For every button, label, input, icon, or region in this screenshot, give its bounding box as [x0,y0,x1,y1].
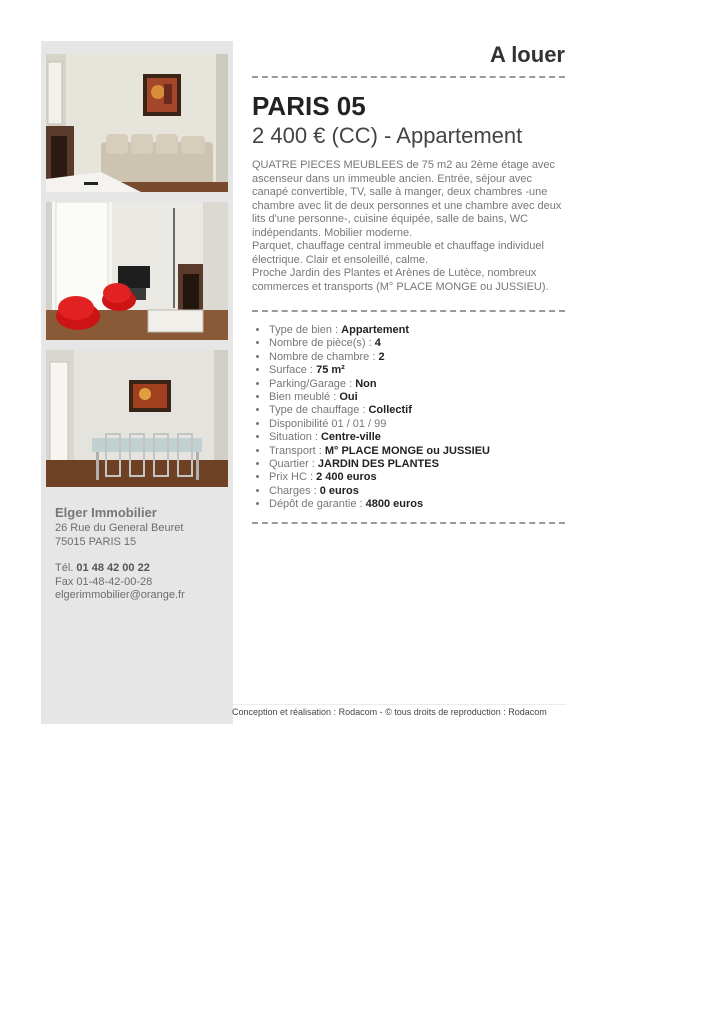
spec-value: M° PLACE MONGE ou JUSSIEU [324,444,490,457]
spec-item [269,351,565,364]
spec-item [269,498,565,511]
spec-label: Nombre de pièce(s) : [269,337,375,350]
spec-label: Bien meublé : [269,391,340,404]
spec-item [269,445,565,458]
agency-email[interactable]: elgerimmobilier@orange.fr [55,589,185,602]
photo-living-room[interactable] [46,54,228,192]
spec-value: 4800 euros [365,498,424,511]
agency-name: Elger Immobilier [55,505,157,520]
spec-value: Non [355,377,377,390]
spec-item [269,337,565,350]
agency-address-line2: 75015 PARIS 15 [55,535,137,548]
spec-value: Oui [339,391,358,404]
spec-label: Quartier : [269,458,318,471]
description-paragraph: QUATRE PIECES MEUBLEES de 75 m2 au 2ème étage avec ascenseur dans un immeuble ancien. Entrée, séjour avec canapé convertible, TV, salle à manger, deux chambres -une chambre avec lit de deux personnes et une chambre avec deux lits d'une personne-, cuisine équipée, salle de bains, WC indépendants. Mobilier moderne. [252,159,562,239]
spec-value: 75 m² [316,364,345,377]
spec-label: Surface : [269,364,317,377]
spec-label: Parking/Garage : [269,377,356,390]
divider [252,522,565,524]
spec-label: Situation : [269,431,321,444]
phone-label: Tél. [55,562,77,575]
spec-item [269,364,565,377]
photo-dining-room[interactable] [46,350,228,487]
spec-item [269,458,565,471]
photo-red-chairs[interactable] [46,202,228,340]
spec-item [269,485,565,498]
spec-label: Type de chauffage : [269,404,369,417]
description-paragraph: Parquet, chauffage central immeuble et chauffage individuel électrique. Clair et ensoleillé, calme. [252,240,544,266]
divider [252,310,565,312]
agency-fax: Fax 01-48-42-00-28 [55,575,153,588]
spec-value: 4 [374,337,381,350]
listing-description [252,159,565,294]
spec-value: 0 euros [319,484,359,497]
spec-item [269,391,565,404]
spec-value: Centre-ville [320,431,381,444]
spec-value: JARDIN DES PLANTES [317,458,439,471]
phone-number[interactable]: 01 48 42 00 22 [76,562,150,575]
spec-label: Nombre de chambre : [269,350,379,363]
living-room-image [46,54,228,192]
spec-label: Dépôt de garantie : [269,498,366,511]
spec-label: Disponibilité 01 / 01 / 99 [269,417,387,430]
agency-address-line1: 26 Rue du General Beuret [55,522,184,535]
listing-city: PARIS 05 [252,91,366,121]
footer-credits: Conception et réalisation : Rodacom - © tous droits de reproduction : Rodacom [232,704,566,717]
divider [252,76,565,78]
listing-specs [252,324,565,512]
listing-price: 2 400 € (CC) - Appartement [252,123,523,148]
agency-contact [55,506,230,602]
dining-room-image [46,350,228,487]
spec-value: 2 400 euros [316,471,377,484]
spec-item [269,418,565,431]
listing-status: A louer [490,42,565,67]
listing-main [252,40,565,524]
spec-item [269,471,565,484]
spec-item [269,378,565,391]
red-chairs-image [46,202,228,340]
spec-label: Transport : [269,444,325,457]
spec-value: Collectif [368,404,412,417]
description-paragraph: Proche Jardin des Plantes et Arènes de Lutèce, nombreux commerces et transports (M° PLACE MONGE ou JUSSIEU). [252,267,549,293]
spec-label: Type de bien : [269,324,342,336]
spec-value: Appartement [341,324,410,336]
spec-label: Prix HC : [269,471,317,484]
agency-phone [55,562,230,575]
spec-item [269,431,565,444]
agency-spacer [55,549,230,562]
spec-label: Charges : [269,484,320,497]
spec-item [269,324,565,337]
spec-value: 2 [378,350,385,363]
spec-item [269,404,565,417]
